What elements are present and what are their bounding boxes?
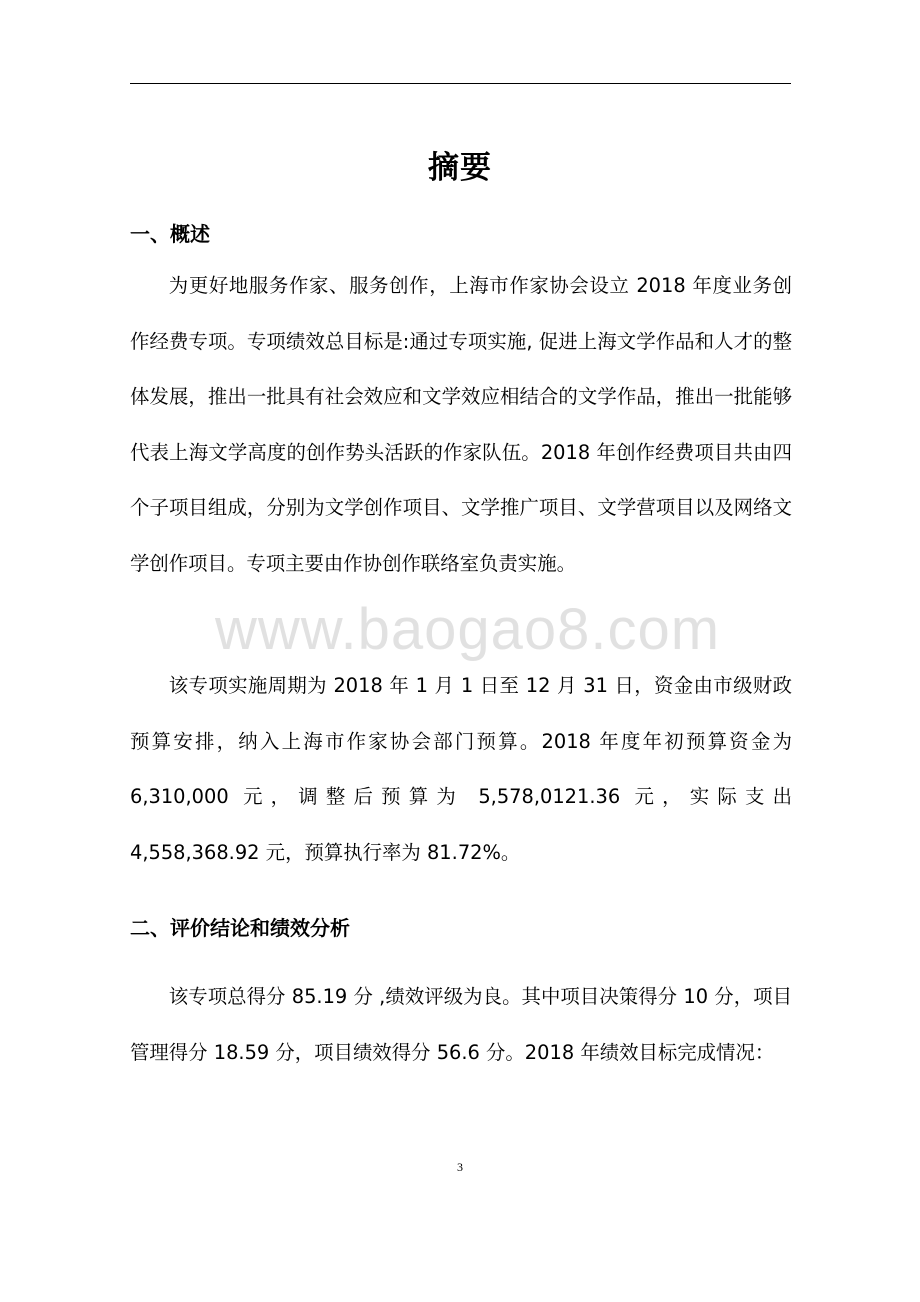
overview-paragraph-1: 为更好地服务作家、服务创作，上海市作家协会设立 2018 年度业务创作经费专项。专项绩效总目标是:通过专项实施, 促进上海文学作品和人才的整体发展，推出一批具有社会效应和文学效应相结合的文学作品，推出一批能够代表上海文学高度的创作势头活跃的作家队伍。2018 年创作经费项目共由四个子项目组成，分别为文学创作项目、文学推广项目、文学营项目以及网络文学创作项目。专项主要由作协创作联络室负责实施。 bbox=[130, 274, 792, 575]
header-rule bbox=[130, 83, 791, 84]
section-heading-overview: 一、概述 bbox=[130, 222, 210, 246]
watermark: www.baogao8.com bbox=[215, 597, 721, 662]
overview-paragraph-2: 该专项实施周期为 2018 年 1 月 1 日至 12 月 31 日，资金由市级财政预算安排，纳入上海市作家协会部门预算。2018 年度年初预算资金为 6,310,000 元，调整后预算为 5,578,0121.36 元，实际支出 4,558,368.92 元，预算执行率为 81.72%。 bbox=[130, 674, 792, 864]
page-number: 3 bbox=[457, 1160, 463, 1174]
section-heading-evaluation: 二、评价结论和绩效分析 bbox=[130, 916, 350, 940]
page-title: 摘要 bbox=[428, 150, 492, 186]
evaluation-paragraph-1: 该专项总得分 85.19 分 ,绩效评级为良。其中项目决策得分 10 分，项目管理得分 18.59 分，项目绩效得分 56.6 分。2018 年绩效目标完成情况： bbox=[130, 985, 792, 1064]
